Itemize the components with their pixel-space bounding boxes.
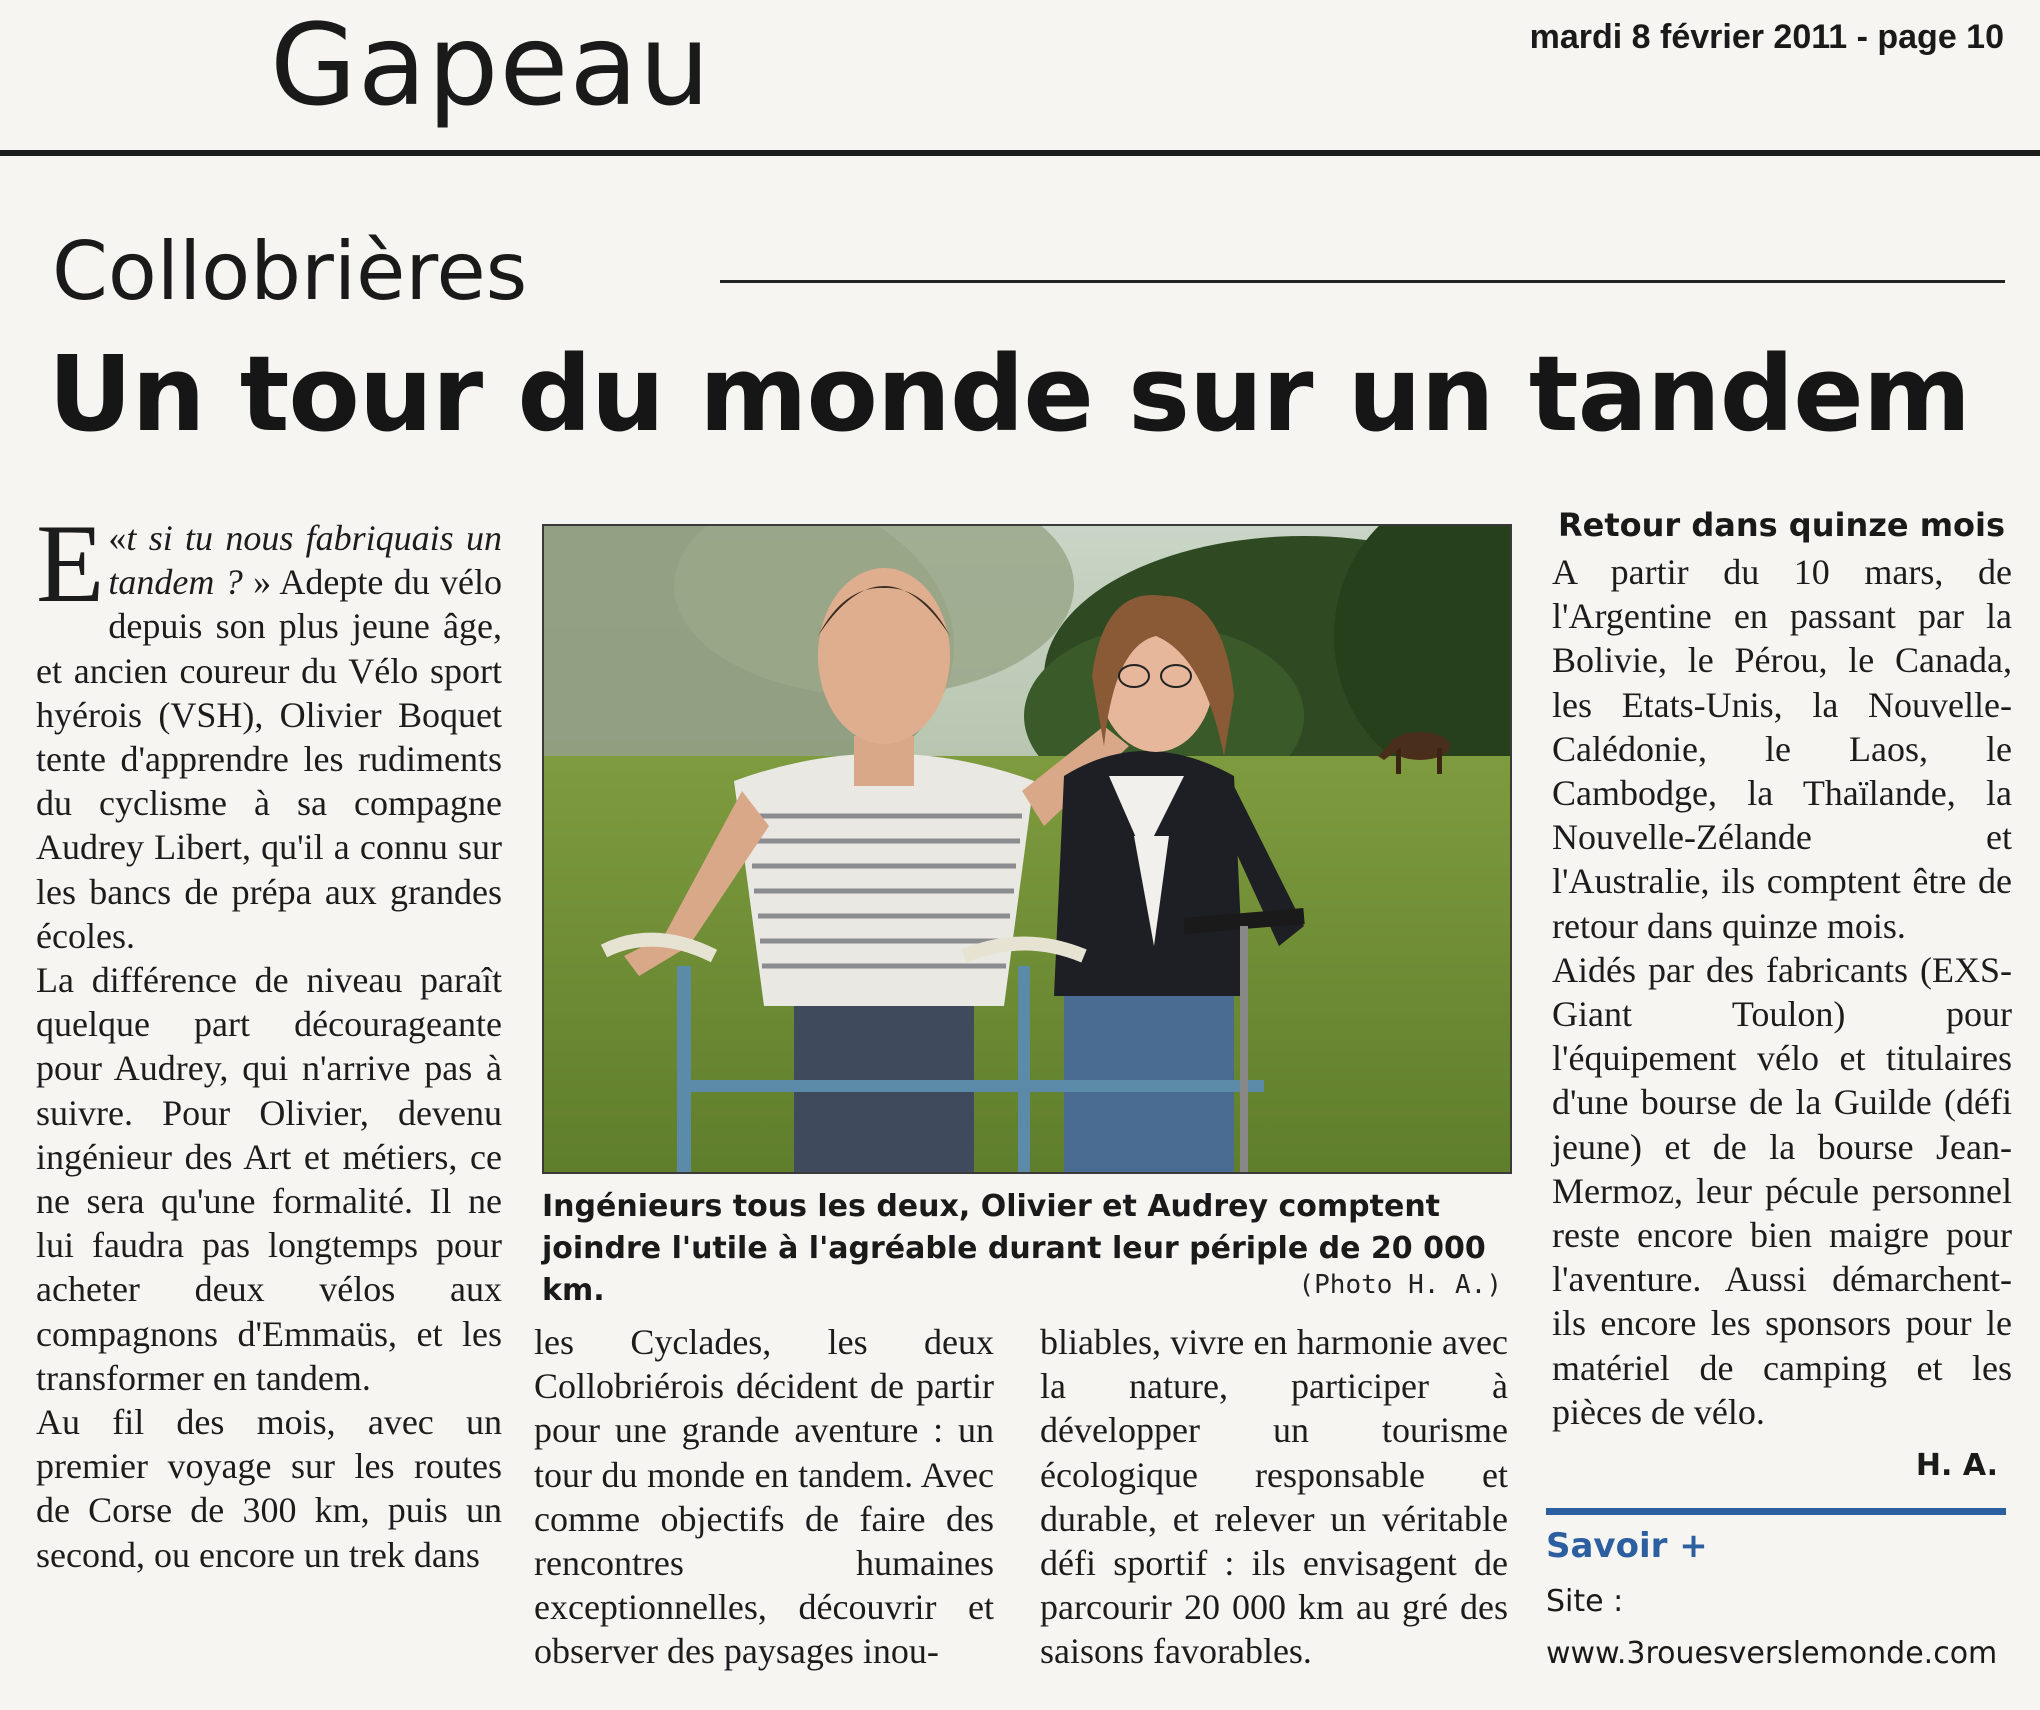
subheading: Retour dans quinze mois (1558, 506, 2006, 544)
locality-kicker: Collobrières (52, 225, 528, 318)
site-label: Site : (1546, 1584, 1624, 1619)
article-column-4 (1552, 550, 2012, 1434)
site-url: www.3rouesverslemonde.com (1546, 1636, 1998, 1671)
paragraph: les Cyclades, les deux Collobriérois décident de partir pour une grande aventure : un tour du monde en tandem. Avec comme objectifs de faire des rencontres humaines exceptionnelles, découvrir et observer des paysages inou- (534, 1322, 994, 1672)
article-column-3 (1040, 1320, 1508, 1674)
paragraph: Aidés par des fabricants (EXS-Giant Toulon) pour l'équipement vélo et titulaires d'une bourse de la Guilde (défi jeune) et de la bourse Jean-Mermoz, leur pécule personnel reste encore bien maigre pour l'aventure. Aussi démarchent-ils encore les sponsors pour le matériel de camping et les pièces de vélo. (1552, 949, 2012, 1432)
dateline: mardi 8 février 2011 - page 10 (1529, 18, 2004, 56)
lede-body: Adepte du vélo depuis son plus jeune âge, et ancien coureur du Vélo sport hyérois (VSH), Olivier Boquet tente d'apprendre les rudiments du cyclisme à sa compagne Audrey Libert, qu'il a connu sur les bancs de prépa aux grandes écoles. (36, 562, 502, 956)
lede-quote: t si tu nous fabriquais un tandem ? (108, 518, 502, 603)
savoir-rule (1546, 1508, 2006, 1515)
author-signature: H. A. (1915, 1448, 1998, 1483)
header-rule (0, 150, 2040, 156)
photo-illustration (544, 526, 1512, 1174)
photo-credit: (Photo H. A.) (1298, 1270, 1502, 1300)
lede-close-quote: » (242, 562, 272, 603)
paragraph: La différence de niveau paraît quelque part décourageante pour Audrey, qui n'arrive pas à suivre. Pour Olivier, devenu ingénieur des Art et métiers, ce ne sera qu'une formalité. Il ne lui faudra pas longtemps pour acheter deux vélos aux compagnons d'Emmaüs, et les transformer en tandem. (36, 960, 502, 1398)
lede-paragraph (36, 502, 502, 958)
article-headline: Un tour du monde sur un tandem (48, 333, 1971, 455)
section-title: Gapeau (270, 1, 712, 131)
article-column-2 (534, 1320, 994, 1674)
photo-caption: Ingénieurs tous les deux, Olivier et Audrey comptent joindre l'utile à l'agréable durant leur périple de 20 000 km. (542, 1189, 1486, 1308)
paragraph: A partir du 10 mars, de l'Argentine en passant par la Bolivie, le Pérou, le Canada, les Etats-Unis, la Nouvelle-Calédonie, le Laos, le Cambodge, la Thaïlande, la Nouvelle-Zélande et l'Australie, ils comptent être de retour dans quinze mois. (1552, 552, 2012, 946)
savoir-title: Savoir + (1546, 1526, 1708, 1566)
drop-cap: E (36, 502, 105, 626)
article-photo (542, 524, 1512, 1174)
article-column-1 (36, 502, 502, 1577)
paragraph: Au fil des mois, avec un premier voyage sur les routes de Corse de 300 km, puis un second, ou encore un trek dans (36, 1402, 502, 1575)
lede-open-quote: « (108, 518, 127, 558)
paragraph: bliables, vivre en harmonie avec la nature, participer à développer un tourisme écologique responsable et durable, et relever un véritable défi sportif : ils envisagent de parcourir 20 000 km au gré des saisons favorables. (1040, 1322, 1508, 1672)
kicker-rule (720, 280, 2005, 283)
